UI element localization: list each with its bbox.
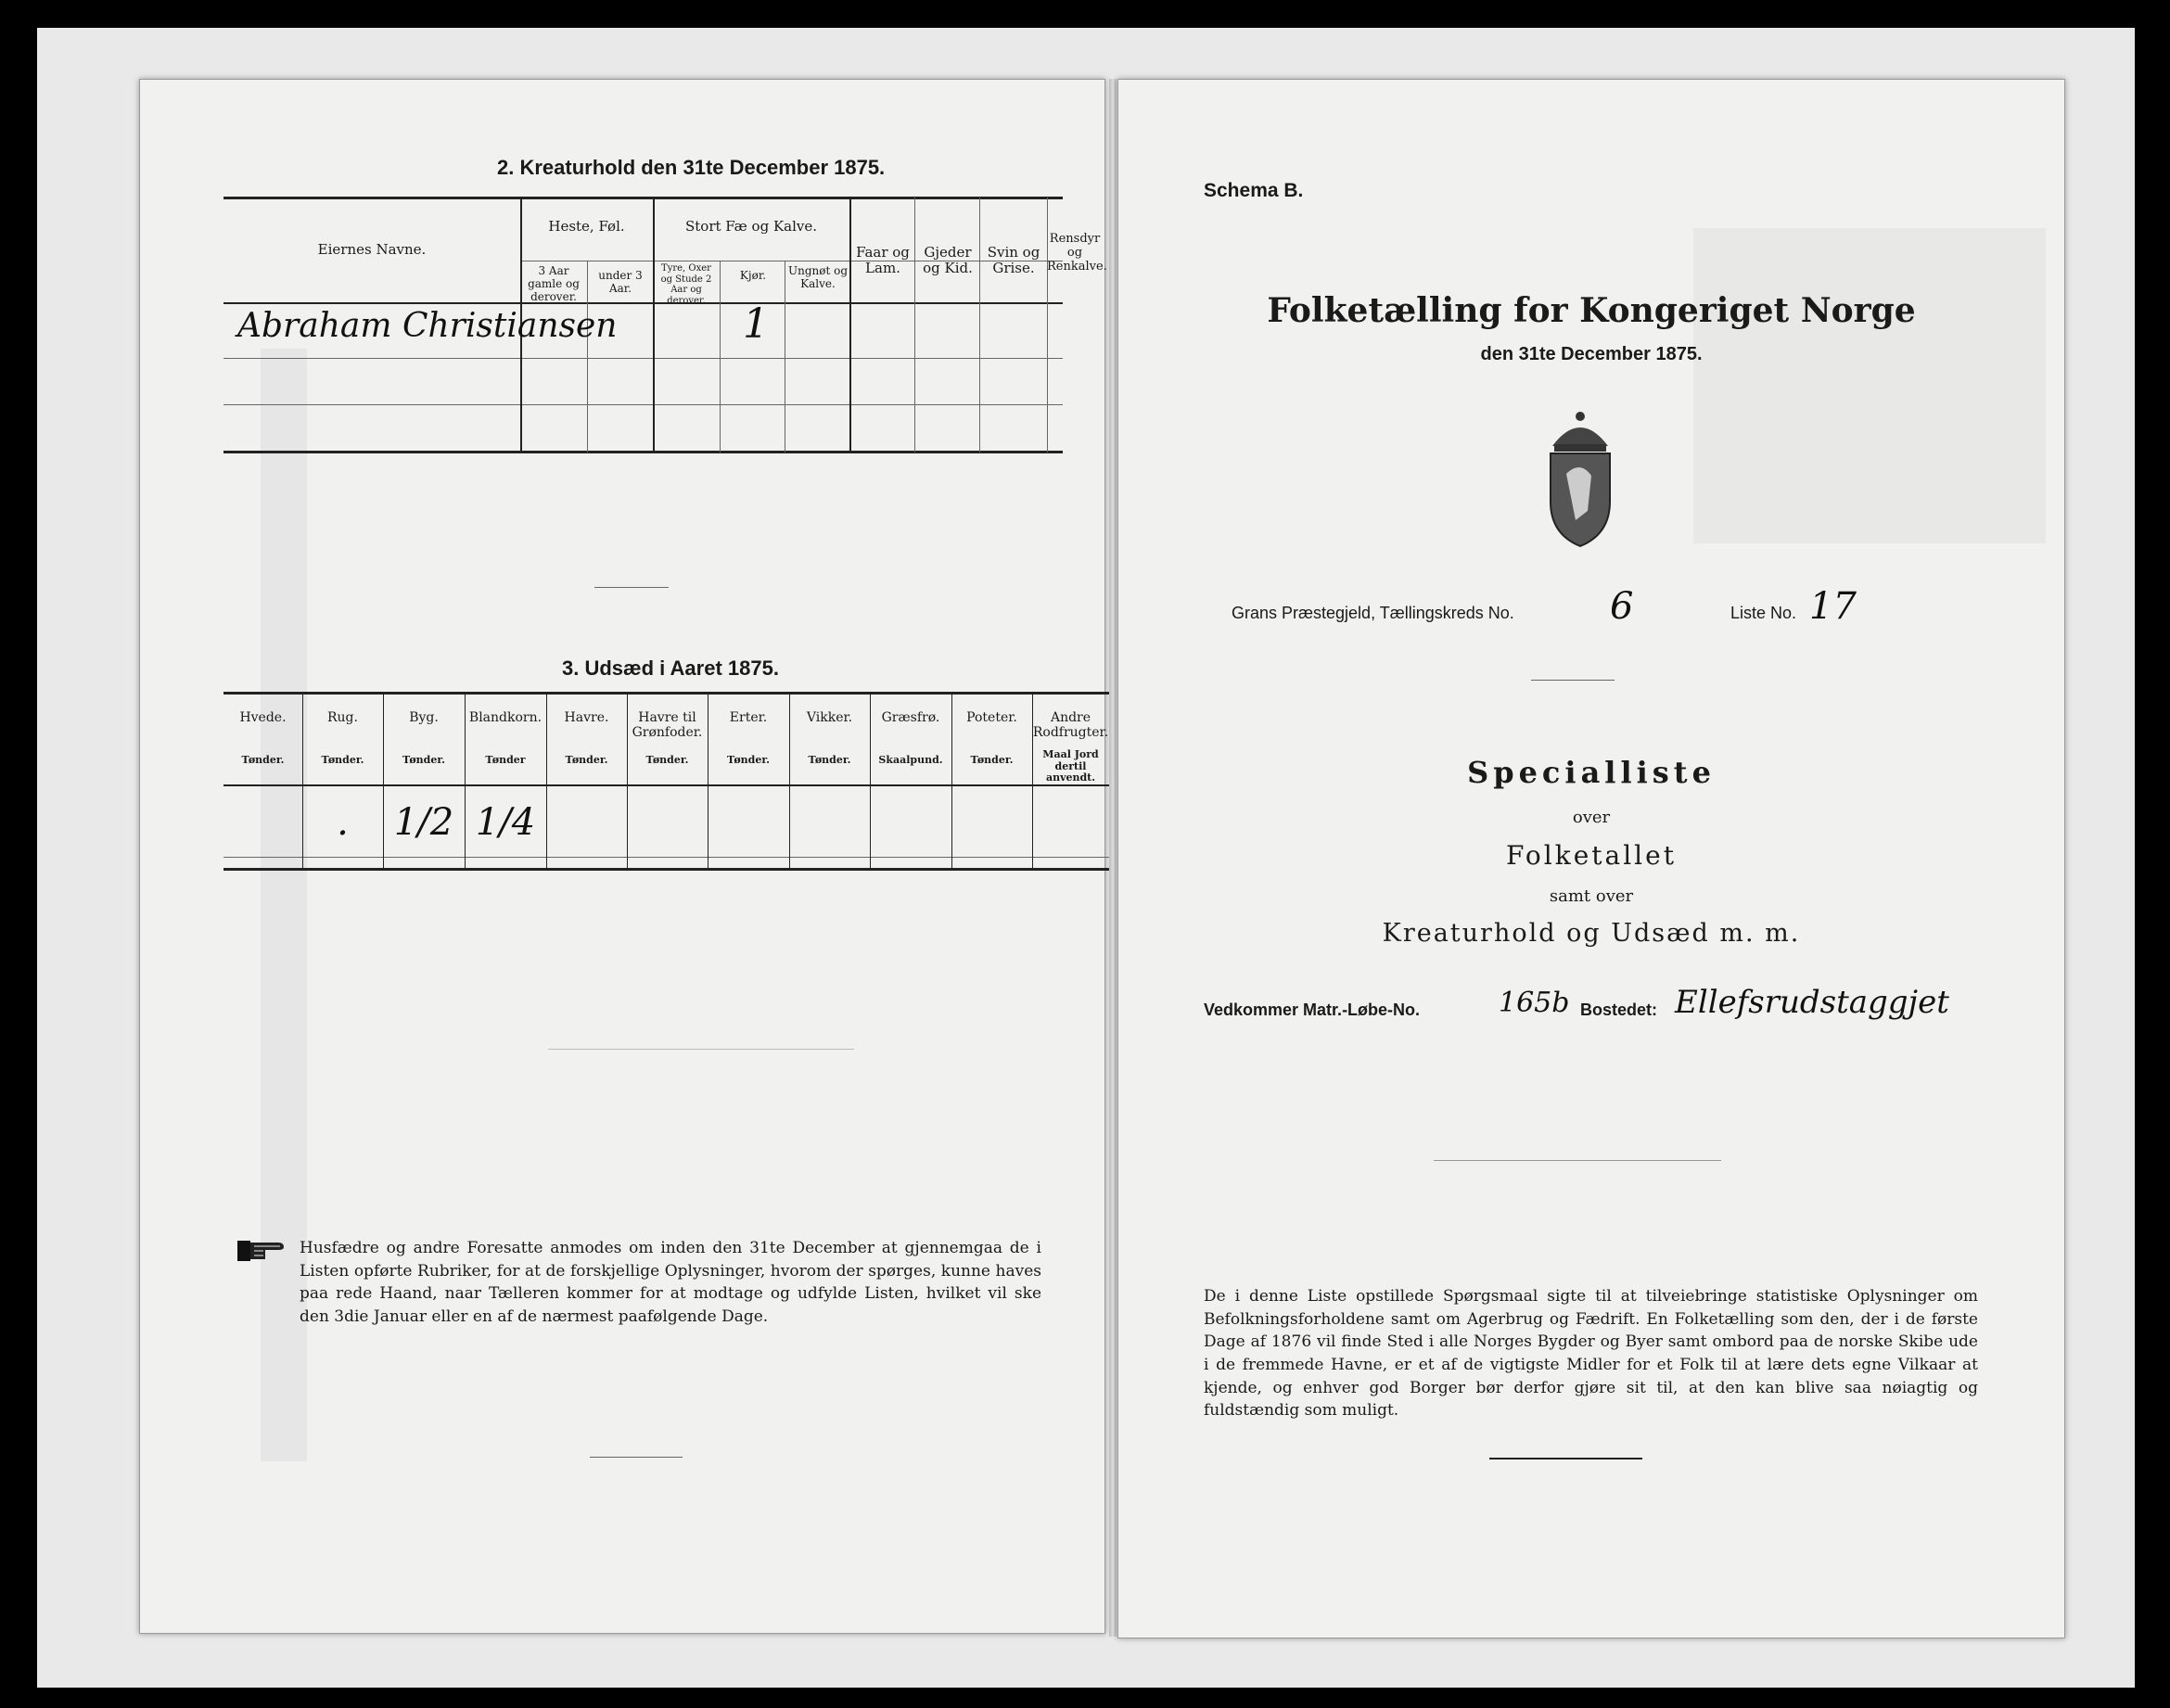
- header-cattle-bulls: Tyre, Oxer og Stude 2 Aar og derover.: [660, 263, 712, 306]
- table-rule: [223, 404, 1063, 405]
- seed-header-unit: Tønder.: [241, 754, 285, 766]
- header-horses-old: 3 Aar gamle og derover.: [528, 264, 580, 303]
- pointing-hand-icon: [237, 1237, 293, 1265]
- seed-header-unit: Skaalpund.: [878, 754, 943, 766]
- bosted-value: Ellefsrudstaggjet: [1675, 984, 1949, 1021]
- right-page: [1117, 79, 2065, 1638]
- table-col: [587, 261, 588, 452]
- explanatory-note: De i denne Liste opstillede Spørgsmaal sigte til at tilveiebringe statistiske Oplysninger om Befolkningsforholdene samt om Agerbrug og Fædrift. En Folketælling som den, der i de første Dage af 1876 vil finde Sted i alle Norges Bygder og Byer samt ombord paa de norske Skibe ude i de fremmede Havne, er et af de vigtigste Midler for et Folk til at lære dets egne Vilkaar at kjende, og enhver god Borger bør derfor gjøre sit til, at den kan blive saa nøiagtig og fuldstændig som muligt.: [1204, 1287, 1978, 1421]
- schema-label: Schema B.: [1204, 180, 1304, 201]
- seed-value: 1/2: [393, 801, 454, 844]
- header-reindeer: Rensdyr og Renkalve.: [1047, 232, 1107, 274]
- seed-header-name: Rug.: [327, 710, 358, 725]
- owner-name: Abraham Christiansen: [237, 307, 618, 345]
- livestock-section-title: 2. Kreaturhold den 31te December 1875.: [497, 156, 886, 179]
- divider: [1434, 1160, 1721, 1161]
- table-rule: [223, 302, 1063, 304]
- header-pigs: Svin og Grise.: [987, 244, 1040, 277]
- seed-header-unit: Tønder.: [402, 754, 445, 766]
- table-col: [720, 261, 721, 452]
- seed-header-name: Erter.: [729, 710, 768, 725]
- page-fold: [1109, 79, 1117, 1637]
- over-1: over: [1572, 808, 1611, 827]
- table-col: [914, 198, 915, 452]
- kreaturhold-label: Kreaturhold og Udsæd m. m.: [1382, 919, 1801, 948]
- header-horses-young: under 3 Aar.: [598, 269, 643, 295]
- district-number: 6: [1610, 585, 1634, 628]
- coat-of-arms-icon: [1534, 409, 1627, 548]
- left-page: [139, 79, 1109, 1634]
- table-col: [979, 198, 980, 452]
- seed-header-name: Vikker.: [806, 710, 853, 725]
- seed-header-name: Byg.: [409, 710, 439, 725]
- divider: [590, 1457, 683, 1458]
- seed-value: 1/4: [475, 801, 536, 844]
- table-rule: [223, 784, 1109, 786]
- seed-header-unit: Tønder.: [565, 754, 608, 766]
- table-rule: [223, 197, 1063, 199]
- folketallet-label: Folketallet: [1506, 840, 1677, 871]
- seed-header-unit: Tønder.: [808, 754, 851, 766]
- bleed-through: [1693, 228, 2046, 543]
- table-rule: [223, 857, 1109, 858]
- seed-header-name: Poteter.: [966, 710, 1017, 725]
- census-title: Folketælling for Kongeriget Norge: [1267, 291, 1916, 330]
- special-list-title: Specialliste: [1467, 755, 1716, 790]
- table-rule: [223, 358, 1063, 359]
- seed-header-unit: Tønder.: [970, 754, 1014, 766]
- seed-value: .: [337, 801, 349, 844]
- footnote: Husfædre og andre Foresatte anmodes om inden den 31te December at gjennemgaa de i Listen opførte Rubriker, for at de forskjellige Oplysninger, hvorom der spørges, kunne haves paa rede Haand, naar Tælleren kommer for at modtage og udfylde Listen, hvilket vil ske den 3die Januar eller en af de nærmest paafølgende Dage.: [300, 1239, 1041, 1326]
- list-label: Liste No.: [1730, 604, 1797, 622]
- census-date: den 31te December 1875.: [1480, 344, 1703, 364]
- seed-header-unit: Tønder.: [321, 754, 364, 766]
- divider: [1489, 1458, 1642, 1459]
- table-col: [849, 198, 851, 452]
- matr-number: 165b: [1499, 987, 1570, 1019]
- divider: [594, 587, 669, 588]
- seed-header-name: Havre.: [564, 710, 609, 725]
- seed-header-name: Græsfrø.: [881, 710, 940, 725]
- table-rule: [223, 868, 1109, 871]
- header-sheep: Faar og Lam.: [856, 244, 910, 277]
- bosted-label: Bostedet:: [1580, 1001, 1658, 1019]
- seed-header-unit: Tønder.: [645, 754, 689, 766]
- seed-header-name: Havre til Grønfoder.: [632, 710, 703, 741]
- seed-header-name: Hvede.: [239, 710, 287, 725]
- header-goats: Gjeder og Kid.: [923, 244, 973, 277]
- seed-header-name: Andre Rodfrugter.: [1032, 710, 1109, 741]
- parish-label: Grans Præstegjeld, Tællingskreds No.: [1232, 604, 1514, 622]
- header-owner: Eiernes Navne.: [317, 241, 427, 258]
- seed-header-name: Blandkorn.: [468, 710, 542, 725]
- table-rule: [223, 692, 1109, 695]
- list-number: 17: [1809, 585, 1857, 628]
- table-col: [653, 198, 655, 452]
- header-horses: Heste, Føl.: [548, 218, 625, 235]
- header-cattle: Stort Fæ og Kalve.: [684, 218, 818, 235]
- samt-over: samt over: [1549, 886, 1634, 906]
- seed-header-unit: Maal Jord dertil anvendt.: [1042, 748, 1099, 784]
- seed-section-title: 3. Udsæd i Aaret 1875.: [562, 656, 779, 680]
- header-cattle-cows: Kjør.: [739, 269, 767, 282]
- matr-label: Vedkommer Matr.-Løbe-No.: [1204, 1001, 1421, 1019]
- seed-header-unit: Tønder.: [727, 754, 770, 766]
- header-cattle-young: Ungnøt og Kalve.: [787, 264, 849, 290]
- table-rule: [223, 451, 1063, 453]
- divider: [1531, 680, 1615, 681]
- divider: [548, 1049, 854, 1050]
- seed-header-unit: Tønder: [485, 754, 526, 766]
- cows-count: 1: [743, 300, 769, 348]
